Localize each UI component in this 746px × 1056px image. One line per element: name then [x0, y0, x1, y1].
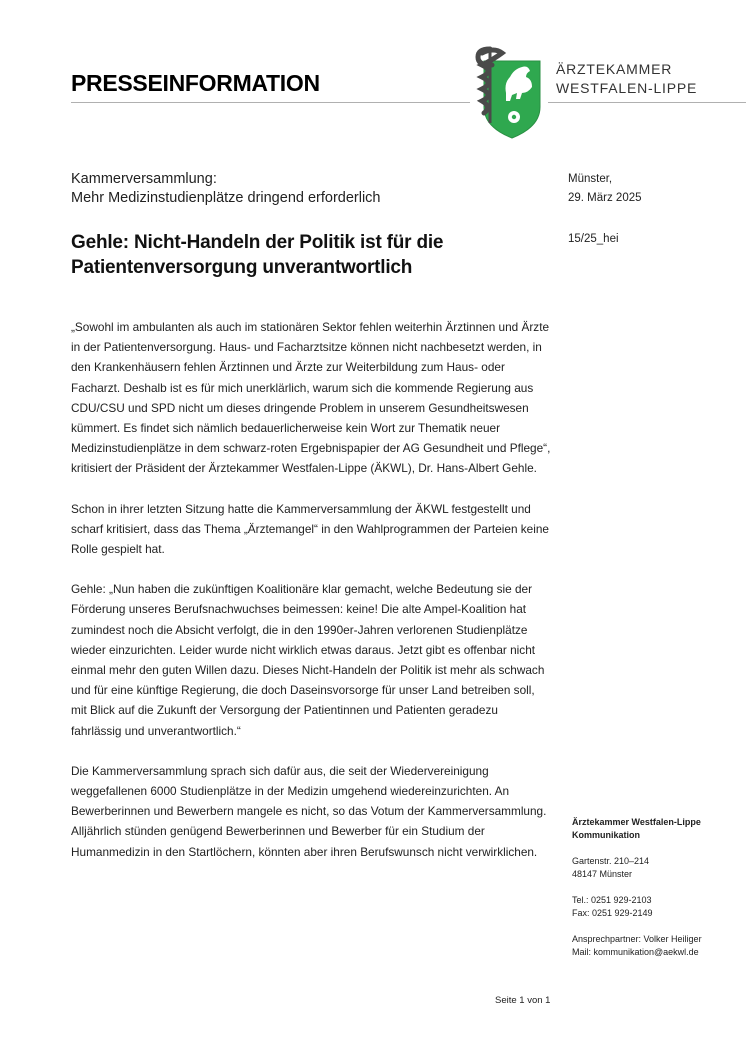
- contact-tel: Tel.: 0251 929-2103: [572, 895, 652, 905]
- org-name-line1: ÄRZTEKAMMER: [556, 61, 673, 77]
- org-name-line2: WESTFALEN-LIPPE: [556, 80, 698, 96]
- logo-shield: [484, 61, 540, 138]
- subtitle-line1: Kammerversammlung:: [71, 171, 217, 187]
- subtitle: [71, 170, 381, 208]
- paragraph: Die Kammerversammlung sprach sich dafür aus, die seit der Wiedervereinigung weggefallenen 6000 Studienplätze in der Medizin umgehend wiedereinzurichten. An Bewerberinnen und Bewerbern mangele es nicht, so das Votum der Kammerversammlung. Alljährlich stünden genügend Bewerberinnen und Bewerber für ein Studium der Humanmedizin in den Startlöchern, könnten aber ihren Berufswunsch nicht verwirklichen.: [71, 763, 547, 859]
- contact-city: 48147 Münster: [572, 869, 633, 879]
- page-title: PRESSEINFORMATION: [71, 70, 320, 96]
- org-name: [556, 60, 697, 98]
- contact-dept: Kommunikation: [572, 830, 641, 840]
- header-divider: [71, 102, 746, 103]
- contact-org: Ärztekammer Westfalen-Lippe: [572, 817, 701, 827]
- headline: Gehle: Nicht-Handeln der Politik ist für die Patientenversorgung unverantwortlich: [71, 232, 444, 278]
- page-number: Seite 1 von 1: [495, 995, 551, 1006]
- aekwl-logo-icon: [470, 43, 548, 139]
- meta-city: Münster,: [568, 173, 613, 185]
- meta-reference: 15/25_hei: [568, 233, 619, 245]
- contact-fax: Fax: 0251 929-2149: [572, 908, 653, 918]
- paragraph: „Sowohl im ambulanten als auch im stationären Sektor fehlen weiterhin Ärztinnen und Ärzte in der Patientenversorgung. Haus- und Facharztsitze können nicht nachbesetzt werden, in den Krankenhäusern fehlen Ärztinnen und Ärzte zur Weiterbildung zum Haus- oder Facharzt. Deshalb ist es für mich unerklärlich, warum sich die kommende Regierung aus CDU/CSU und SPD nicht um dieses dringende Problem in unserem Gesundheitswesen kümmert. Es findet sich nämlich bedauerlicherweise kein Wort zur Thematik neuer Medizinstudienplätze in dem schwarz-roten Ergebnispapier der AG Gesundheit und Pflege“, kritisiert der Präsident der Ärztekammer Westfalen-Lippe (ÄKWL), Dr. Hans-Albert Gehle.: [71, 320, 551, 476]
- meta-date: 29. März 2025: [568, 192, 642, 204]
- body-text: [71, 317, 551, 882]
- subtitle-line2: Mehr Medizinstudienplätze dringend erforderlich: [71, 190, 381, 206]
- contact-person: Ansprechpartner: Volker Heiliger: [572, 934, 702, 944]
- paragraph: Gehle: „Nun haben die zukünftigen Koalitionäre klar gemacht, welche Bedeutung sie der Förderung unseres Berufsnachwuchses beimessen: keine! Die alte Ampel-Koalition hat zumindest noch die Absicht verfolgt, die in den 1990er-Jahren verlorenen Studienplätze wieder einzurichten. Leider wurde nicht wirklich etwas daraus. Jetzt gibt es offenbar nicht einmal mehr den guten Willen dazu. Dieses Nicht-Handeln der Politik ist mehr als schwach und für eine künftige Regierung, die doch Daseinsvorsorge für unser Land betreiben soll, mit Blick auf die Zukunft der Versorgung der Patientinnen und Patienten geradezu fahrlässig und unverantwortlich.“: [71, 582, 545, 738]
- contact-block: [572, 816, 702, 972]
- contact-street: Gartenstr. 210–214: [572, 856, 650, 866]
- contact-mail[interactable]: Mail: kommunikation@aekwl.de: [572, 947, 699, 957]
- paragraph: Schon in ihrer letzten Sitzung hatte die Kammerversammlung der ÄKWL festgestellt und scharf kritisiert, dass das Thema „Ärztemangel“ in den Wahlprogrammen der Parteien keine Rolle gespielt hat.: [71, 501, 549, 557]
